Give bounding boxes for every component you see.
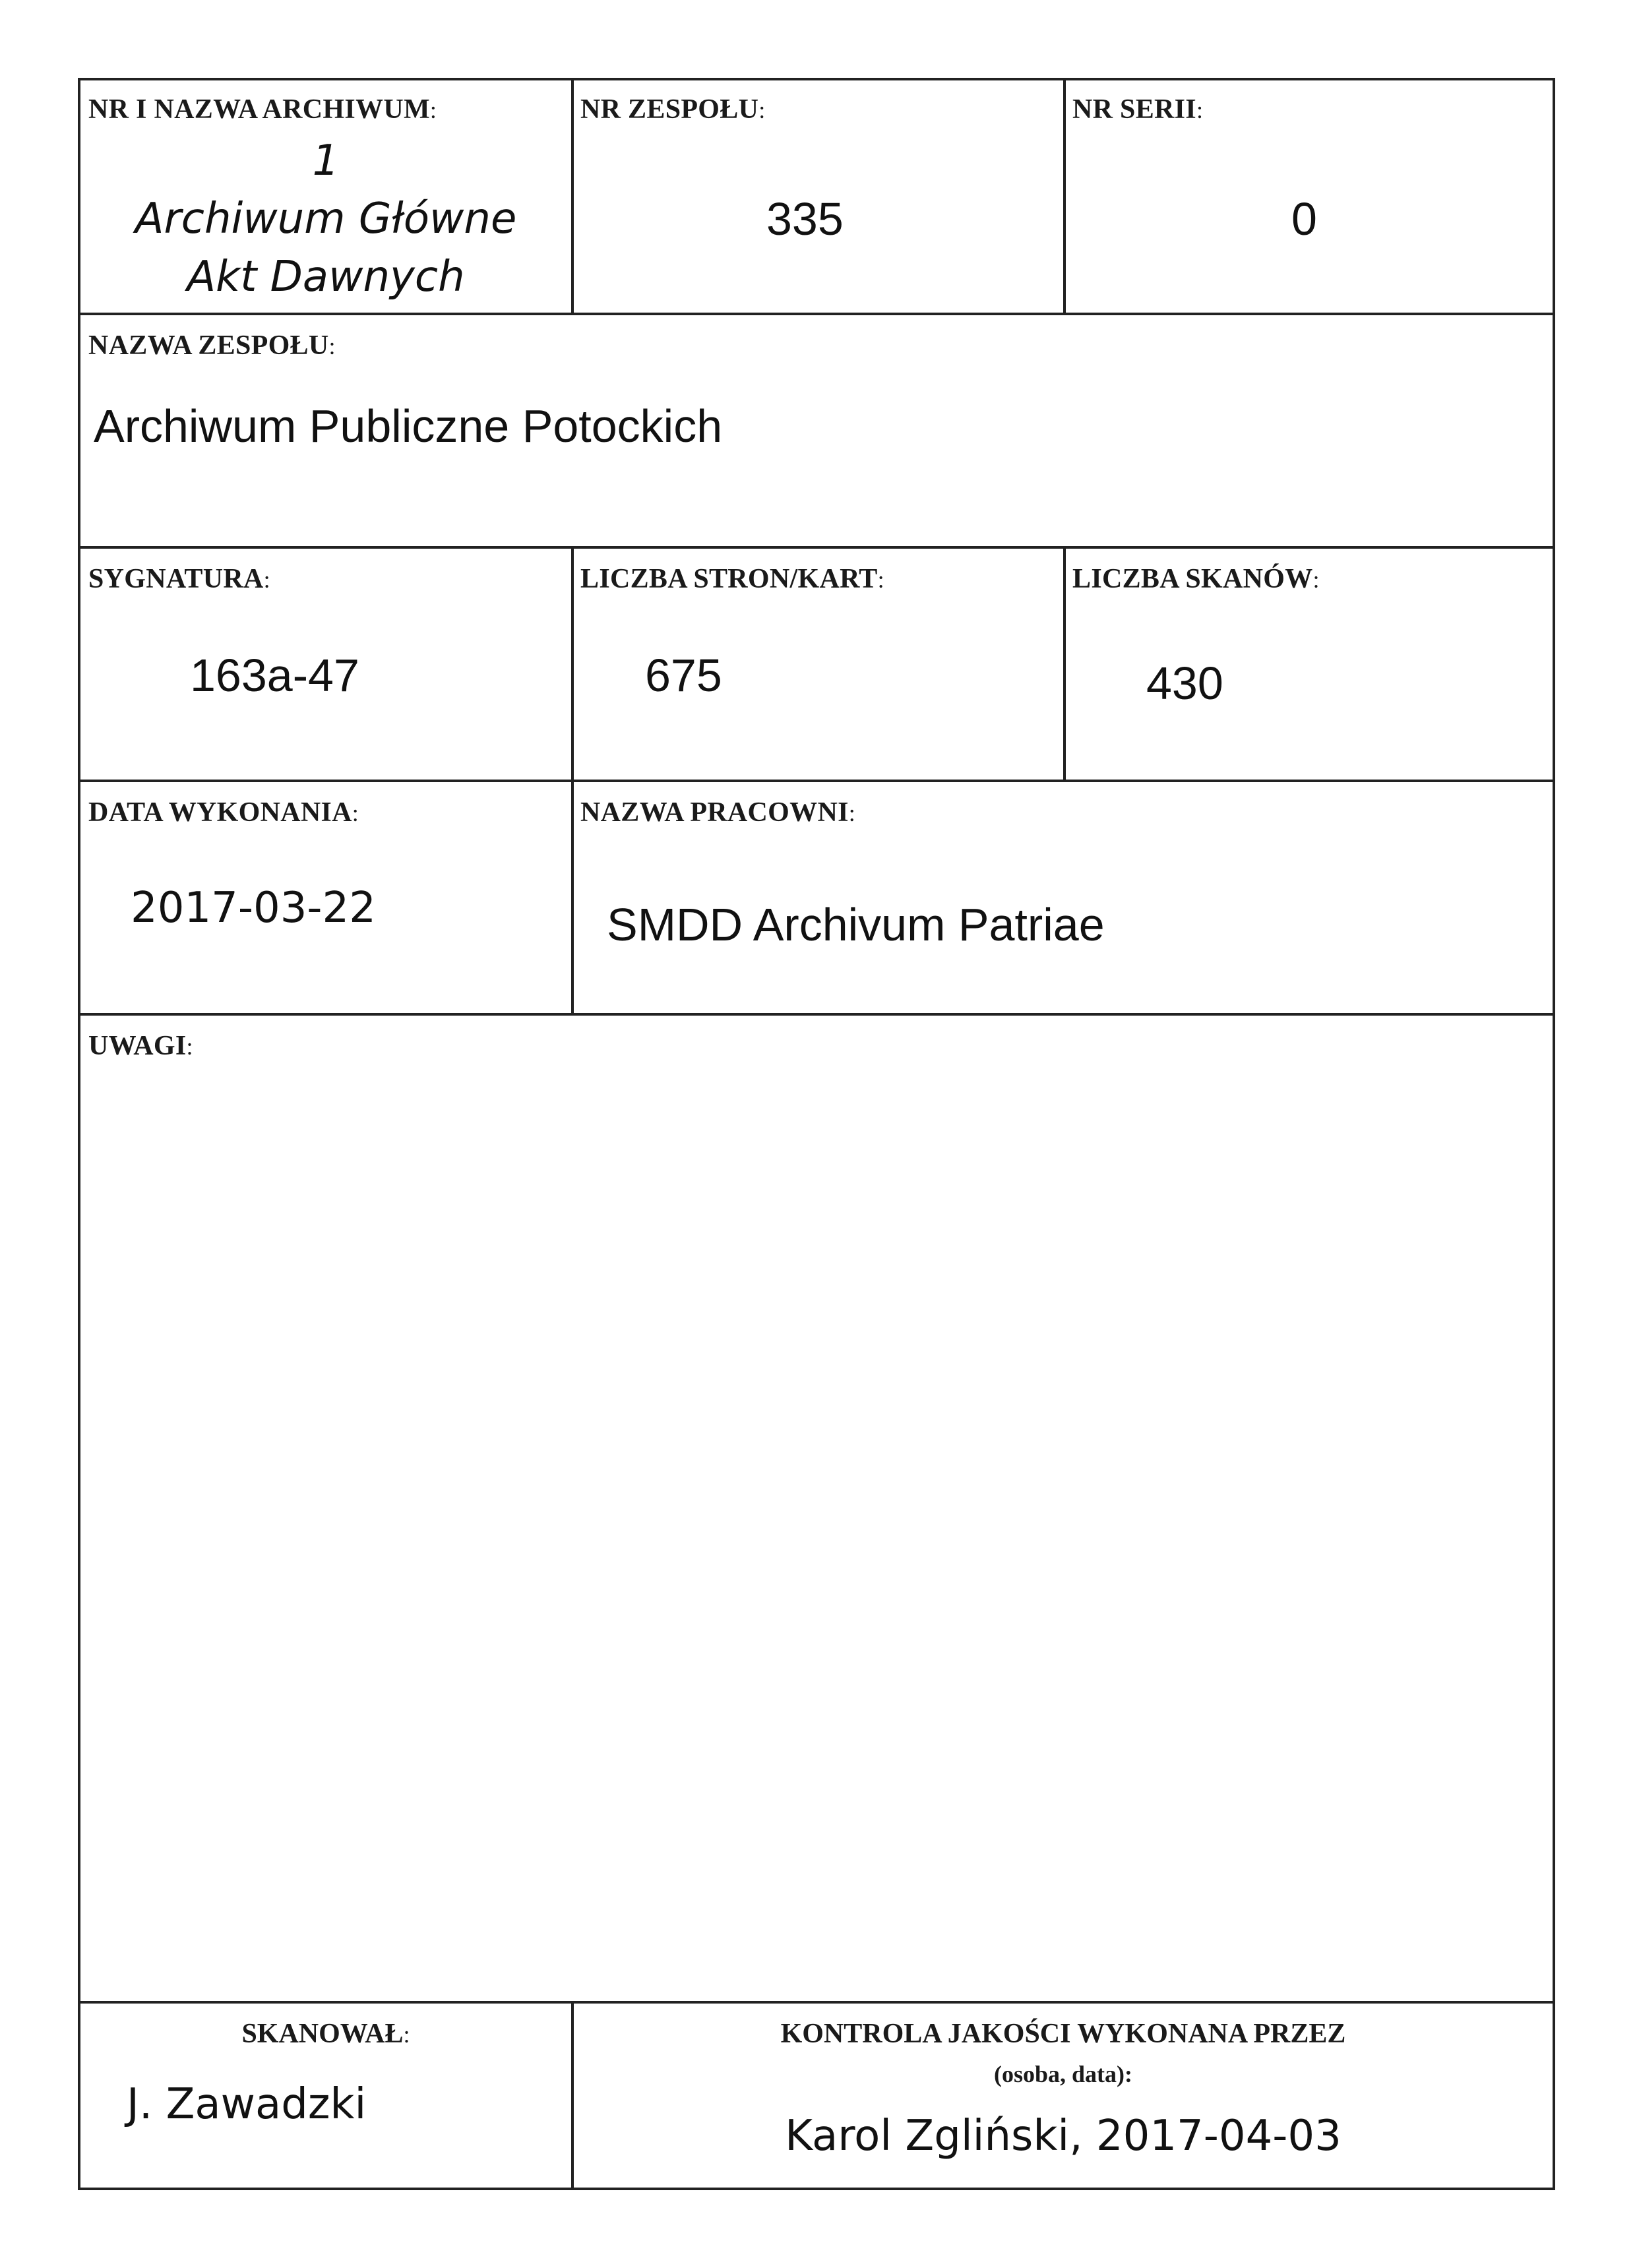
archive-name — [80, 132, 571, 306]
archive-number: 1 — [312, 137, 340, 185]
fonds-name-label: NAZWA ZESPOŁU: — [88, 330, 336, 361]
metadata-form — [78, 78, 1555, 2190]
fonds-no-label: NR ZESPOŁU: — [580, 94, 766, 125]
quality-control-sublabel: (osoba, data): — [993, 2061, 1132, 2087]
archive-name-line1: Archiwum Główne — [135, 195, 517, 243]
quality-control-value: Karol Zgliński, 2017-04-03 — [785, 2112, 1342, 2161]
signature-label: SYGNATURA: — [88, 564, 270, 594]
row-divider — [80, 780, 1553, 782]
column-divider — [571, 80, 574, 313]
series-no-label: NR SERII: — [1072, 94, 1204, 125]
date-done-label: DATA WYKONANIA: — [88, 797, 359, 828]
archive-name-line2: Akt Dawnych — [187, 253, 465, 301]
archive-label: NR I NAZWA ARCHIWUM: — [88, 94, 437, 125]
fonds-name-value: Archiwum Publiczne Potockich — [94, 400, 723, 452]
row-divider — [80, 2001, 1553, 2004]
scanned-by-label: SKANOWAŁ: — [241, 2019, 410, 2049]
scans-value: 430 — [1146, 658, 1223, 709]
column-divider — [571, 780, 574, 1013]
series-no-value: 0 — [1291, 193, 1317, 245]
column-divider — [1063, 546, 1066, 780]
workshop-value: SMDD Archivum Patriae — [607, 899, 1105, 950]
column-divider — [571, 546, 574, 780]
scans-label: LICZBA SKANÓW: — [1072, 564, 1320, 594]
row-divider — [80, 546, 1553, 549]
fonds-no-value: 335 — [766, 193, 844, 245]
row-divider — [80, 1013, 1553, 1016]
signature-value: 163a-47 — [190, 650, 359, 701]
remarks-area — [88, 1076, 1539, 1993]
remarks-label: UWAGI: — [88, 1031, 193, 1061]
pages-label: LICZBA STRON/KART: — [580, 564, 884, 594]
quality-control-label: KONTROLA JAKOŚCI WYKONANA PRZEZ — [780, 2019, 1346, 2049]
workshop-label: NAZWA PRACOWNI: — [580, 797, 856, 828]
pages-value: 675 — [645, 650, 722, 701]
row-divider — [80, 313, 1553, 315]
column-divider — [1063, 80, 1066, 313]
date-done-value: 2017-03-22 — [131, 884, 376, 933]
scanned-by-value: J. Zawadzki — [127, 2080, 367, 2129]
